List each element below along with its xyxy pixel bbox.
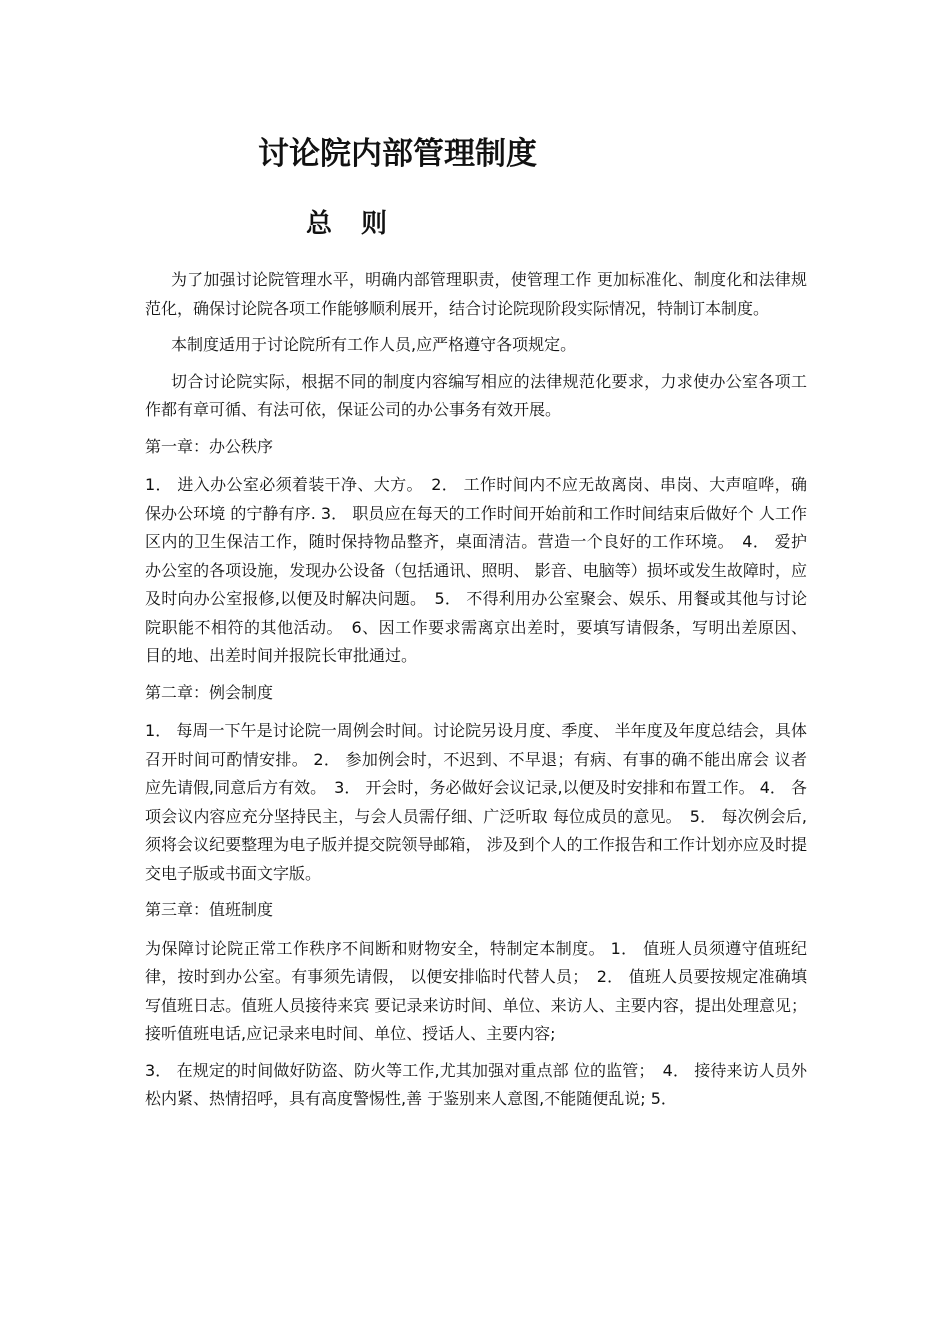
- section-title: 总 则: [306, 209, 398, 239]
- intro-paragraph-3: 切合讨论院实际，根据不同的制度内容编写相应的法律规范化要求，力求使办公室各项工作都有章可循、有法可依，保证公司的办公事务有效开展。: [145, 371, 807, 419]
- chapter-2-heading: 第二章：例会制度: [145, 682, 274, 702]
- chapter-2-text: 1． 每周一下午是讨论院一周例会时间。讨论院另设月度、季度、 半年度及年度总结会，具体召开时间可酌情安排。 2． 参加例会时，不迟到、不早退；有病、有事的确不能出席会 议者应先请假,同意后方有效。 3． 开会时，务必做好会议记录,以便及时安排和布置工作。 4． 各项会议内容应充分坚持民主，与会人员需仔细、广泛听取 每位成员的意见。 5． 每次例会后,须将会议纪要整理为电子版并提交院领导邮箱， 涉及到个人的工作报告和工作计划亦应及时提交电子版或书面文字版。: [145, 721, 807, 883]
- document-title: 讨论院内部管理制度: [258, 136, 537, 172]
- document-body: [145, 266, 807, 1122]
- chapter-3-text: 为保障讨论院正常工作秩序不间断和财物安全，特制定本制度。 1． 值班人员须遵守值班纪律，按时到办公室。有事须先请假， 以便安排临时代替人员； 2． 值班人员要按规定准确填写值班日志。值班人员接待来宾 要记录来访时间、单位、来访人、主要内容，提出处理意见；接听值班电话,应记录来电时间、单位、授话人、主要内容;: [145, 938, 807, 1043]
- chapter-3-text-continued: 3． 在规定的时间做好防盗、防火等工作,尤其加强对重点部 位的监管； 4． 接待来访人员外松内紧、热情招呼，具有高度警惕性,善 于鉴别来人意图,不能随便乱说; 5．: [145, 1060, 807, 1108]
- intro-paragraph-2: 本制度适用于讨论院所有工作人员,应严格遵守各项规定。: [171, 335, 577, 354]
- chapter-1-heading: 第一章：办公秩序: [145, 436, 274, 456]
- intro-paragraph-1: 为了加强讨论院管理水平，明确内部管理职责，使管理工作 更加标准化、制度化和法律规范化，确保讨论院各项工作能够顺利展开，结合讨论院现阶段实际情况，特制订本制度。: [145, 270, 807, 318]
- chapter-1-text: 1． 进入办公室必须着装干净、大方。 2． 工作时间内不应无故离岗、串岗、大声喧哗，确保办公环境 的宁静有序. 3． 职员应在每天的工作时间开始前和工作时间结束后做好个 人工作区内的卫生保洁工作，随时保持物品整齐，桌面清洁。营造一个良好的工作环境。 4． 爱护办公室的各项设施，发现办公设备（包括通讯、照明、 影音、电脑等）损坏或发生故障时，应及时向办公室报修,以便及时解决问题。 5． 不得利用办公室聚会、娱乐、用餐或其他与讨论院职能不相符的其他活动。 6、因工作要求需离京出差时，要填写请假条，写明出差原因、 目的地、出差时间并报院长审批通过。: [145, 475, 807, 665]
- chapter-3-heading: 第三章：值班制度: [145, 900, 274, 919]
